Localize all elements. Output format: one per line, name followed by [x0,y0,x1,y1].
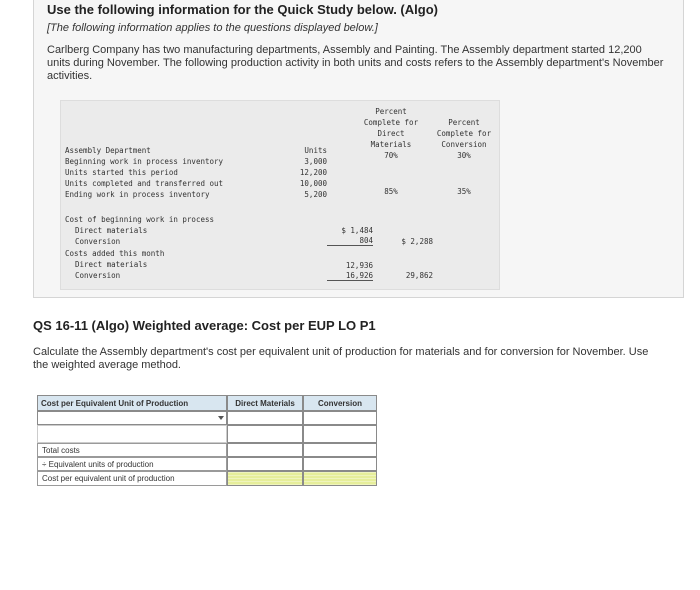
question-title: QS 16-11 (Algo) Weighted average: Cost per EUP LO P1 [33,318,376,333]
cost-line-subtotal: $ 2,288 [401,237,433,246]
cost-line-label: Direct materials [75,260,148,269]
row-equivalent-units: ÷ Equivalent units of production [37,457,227,471]
col-units: Units [304,146,327,155]
question-description: Calculate the Assembly department's cost per equivalent unit of production for materials and for conversion for November. Use the weighted average method. [33,346,649,371]
cost-line-value: 12,936 [345,261,373,270]
cost-line-value: 16,926 [327,271,373,281]
row-total-costs: Total costs [37,443,227,457]
dept-label: Assembly Department [65,146,151,155]
row-units: 3,000 [304,157,327,166]
cost-line-value: $ 1,484 [341,226,373,235]
conv-input-1[interactable] [303,411,377,425]
col-dm-line2: Complete for [363,118,419,127]
col-conv-line1: Percent [448,118,480,127]
blank-row-label [37,425,227,443]
dm-input-1[interactable] [227,411,303,425]
info-title: Use the following information for the Quick Study below. (Algo) [47,2,438,17]
row-dm: 85% [384,187,398,196]
conv-cost-per-eup[interactable] [303,471,377,486]
dm-total-costs[interactable] [227,443,303,457]
row-label: Ending work in process inventory [65,190,210,199]
conv-total-costs[interactable] [303,443,377,457]
chevron-down-icon [218,416,224,420]
row-units: 12,200 [299,168,327,177]
dm-equivalent-units[interactable] [227,457,303,471]
row-conv: 35% [457,187,471,196]
dm-input-2[interactable] [227,425,303,443]
dm-cost-per-eup[interactable] [227,471,303,486]
row-cost-per-eup: Cost per equivalent unit of production [37,471,227,486]
grid-header-dm: Direct Materials [227,395,303,411]
cost-line-subtotal: 29,862 [405,271,433,280]
row-label: Beginning work in process inventory [65,157,224,166]
cost-line-label: Direct materials [75,226,148,235]
grid-header-conv: Conversion [303,395,377,411]
col-dm-line4: Materials [370,140,412,149]
cost-line-label: Costs added this month [65,249,165,258]
row-units: 5,200 [304,190,327,199]
cost-line-label: Conversion [75,237,121,246]
conv-input-2[interactable] [303,425,377,443]
grid-header-label: Cost per Equivalent Unit of Production [37,395,227,411]
info-panel [33,0,684,298]
col-dm-line3: Direct [377,129,405,138]
conv-equivalent-units[interactable] [303,457,377,471]
col-dm-line1: Percent [375,107,407,116]
col-conv-line3: Conversion [441,140,487,149]
cost-line-label: Cost of beginning work in process [65,215,215,224]
production-data-table [60,100,500,290]
col-conv-line2: Complete for [436,129,492,138]
row-label: Units completed and transferred out [65,179,224,188]
row-label: Units started this period [65,168,178,177]
row-select-dropdown[interactable] [37,411,227,425]
info-note: [The following information applies to the questions displayed below.] [47,22,378,34]
row-conv: 30% [457,151,471,160]
cost-line-value: 804 [327,236,373,246]
row-dm: 70% [384,151,398,160]
row-units: 10,000 [299,179,327,188]
info-description: Carlberg Company has two manufacturing departments, Assembly and Painting. The Assembly department started 12,200 units during November. The following production activity in both units and costs refers to the Assembly department's November activities. [47,44,664,82]
cost-line-label: Conversion [75,271,121,280]
